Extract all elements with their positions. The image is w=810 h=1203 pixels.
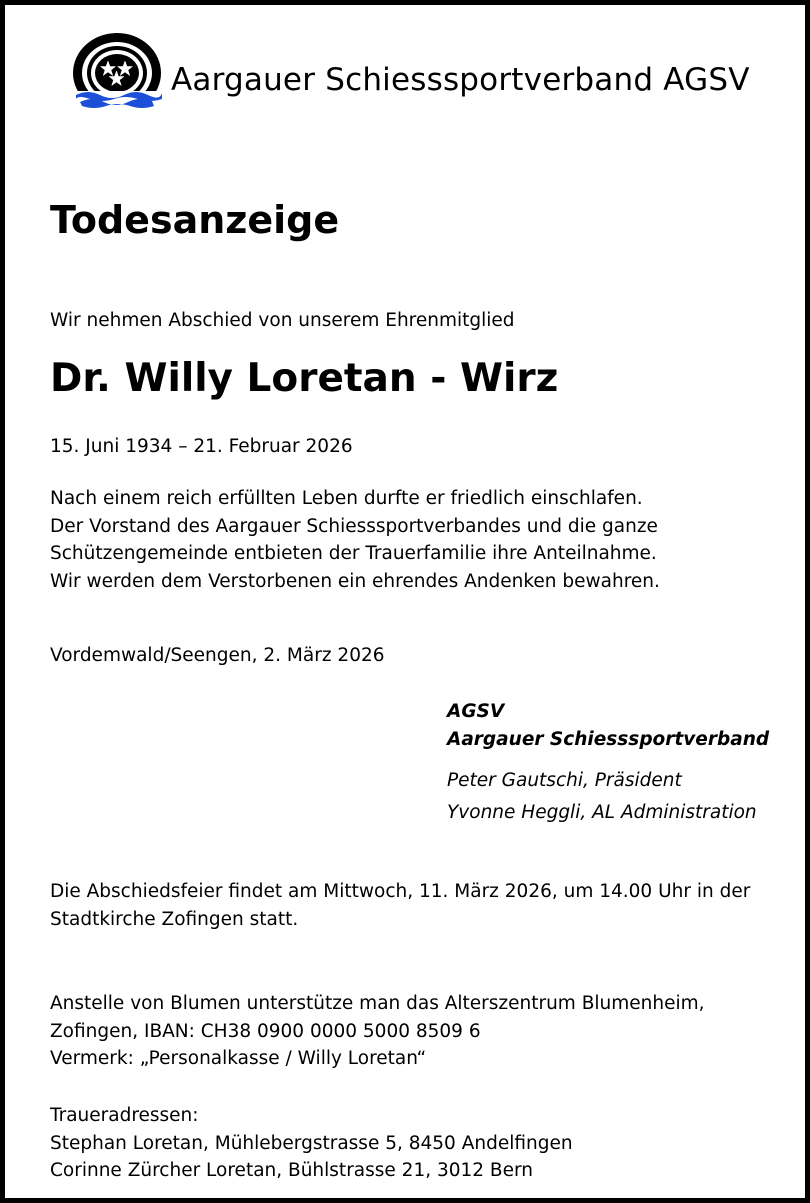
ceremony-line: Stadtkirche Zofingen statt. [50,908,299,930]
place-date: Vordemwald/Seengen, 2. März 2026 [50,645,385,666]
agsv-logo-icon [72,29,162,113]
address-line: Corinne Zürcher Loretan, Bühlstrasse 21, 3012 Bern [50,1160,534,1181]
donation-line: Zofingen, IBAN: CH38 0900 0000 5000 8509 6 [50,1020,481,1042]
signer-administration: Yvonne Heggli, AL Administration [447,802,757,823]
mourning-addresses [50,1102,573,1185]
donation-info [50,990,705,1073]
life-dates: 15. Juni 1934 – 21. Februar 2026 [50,436,353,457]
intro-text: Wir nehmen Abschied von unserem Ehrenmitglied [50,310,515,331]
signature-org-short: AGSV [447,701,505,722]
message-line: Wir werden dem Verstorbenen ein ehrendes Andenken bewahren. [50,570,660,592]
donation-line: Vermerk: „Personalkasse / Willy Loretan“ [50,1048,427,1069]
message-line: Der Vorstand des Aargauer Schiesssportverbandes und die ganze [50,515,658,537]
ceremony-info [50,878,750,933]
page-title: Todesanzeige [50,198,340,242]
message-line: Schützengemeinde entbieten der Trauerfamilie ihre Anteilnahme. [50,543,657,564]
address-line: Stephan Loretan, Mühlebergstrasse 5, 8450 Andelfingen [50,1132,573,1154]
signer-president: Peter Gautschi, Präsident [447,770,682,791]
org-title: Aargauer Schiesssportverband AGSV [171,62,750,98]
donation-line: Anstelle von Blumen unterstütze man das Alterszentrum Blumenheim, [50,993,705,1014]
addresses-label: Traueradressen: [50,1105,199,1126]
signature-org-full: Aargauer Schiesssportverband [447,729,770,750]
message-line: Nach einem reich erfüllten Leben durfte er friedlich einschlafen. [50,488,643,509]
ceremony-line: Die Abschiedsfeier findet am Mittwoch, 11. März 2026, um 14.00 Uhr in der [50,881,751,902]
deceased-name: Dr. Willy Loretan - Wirz [50,356,559,401]
condolence-message [50,485,660,595]
